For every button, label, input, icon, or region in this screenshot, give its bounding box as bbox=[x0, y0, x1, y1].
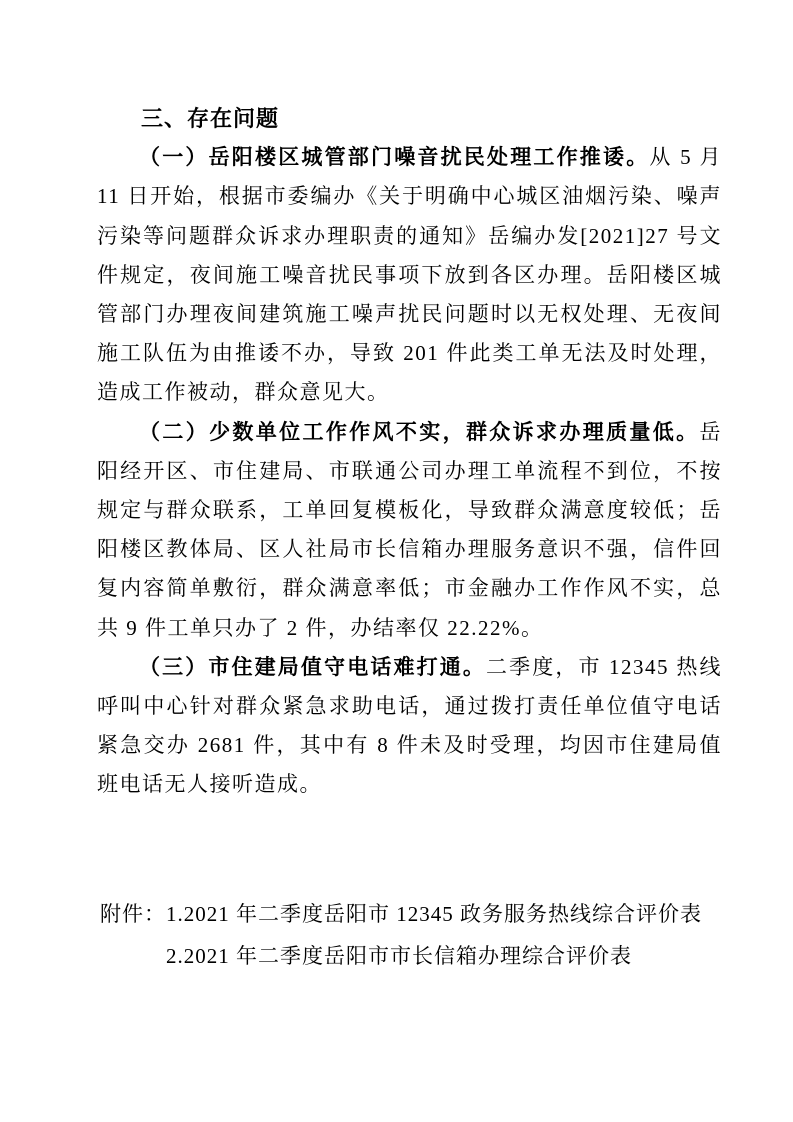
paragraph-1 bbox=[97, 138, 722, 412]
paragraph-2 bbox=[97, 413, 722, 648]
document-body bbox=[97, 99, 722, 805]
paragraph-3-number: （三） bbox=[139, 655, 209, 679]
paragraph-3-title: 市住建局值守电话难打通。 bbox=[208, 655, 486, 679]
paragraph-2-text: 岳阳经开区、市住建局、市联通公司办理工单流程不到位，不按规定与群众联系，工单回复模板化，导致群众满意度较低；岳阳楼区教体局、区人社局市长信箱办理服务意识不强，信件回复内容简单敷衍，群众满意率低；市金融办工作作风不实，总共 9 件工单只办了 2 件，办结率仅 22.22%。 bbox=[97, 419, 722, 640]
paragraph-2-number: （二） bbox=[139, 420, 210, 444]
attachment-item-2: 2.2021 年二季度岳阳市市长信箱办理综合评价表 bbox=[166, 944, 632, 968]
attachments-list bbox=[166, 893, 725, 977]
attachments-block bbox=[100, 893, 725, 977]
attachments-label: 附件： bbox=[100, 902, 166, 926]
attachment-item-1: 1.2021 年二季度岳阳市 12345 政务服务热线综合评价表 bbox=[166, 902, 702, 926]
paragraph-1-text: 从 5 月 11 日开始，根据市委编办《关于明确中心城区油烟污染、噪声污染等问题群众诉求办理职责的通知》岳编办发[2021]27 号文件规定，夜间施工噪音扰民事项下放到各区办理。岳阳楼区城管部门办理夜间建筑施工噪声扰民问题时以无权处理、无夜间施工队伍为由推诿不办，导致 201 件此类工单无法及时处理，造成工作被动，群众意见大。 bbox=[97, 145, 723, 405]
section-heading: 三、存在问题 bbox=[141, 106, 280, 131]
paragraph-3-text: 二季度，市 12345 热线呼叫中心针对群众紧急求助电话，通过拨打责任单位值守电话紧急交办 2681 件，其中有 8 件未及时受理，均因市住建局值班电话无人接听造成。 bbox=[97, 654, 723, 797]
paragraph-3 bbox=[97, 648, 722, 805]
paragraph-1-number: （一） bbox=[139, 146, 209, 170]
paragraph-2-title: 少数单位工作作风不实，群众诉求办理质量低。 bbox=[209, 420, 700, 444]
paragraph-1-title: 岳阳楼区城管部门噪音扰民处理工作推诿。 bbox=[208, 146, 650, 170]
